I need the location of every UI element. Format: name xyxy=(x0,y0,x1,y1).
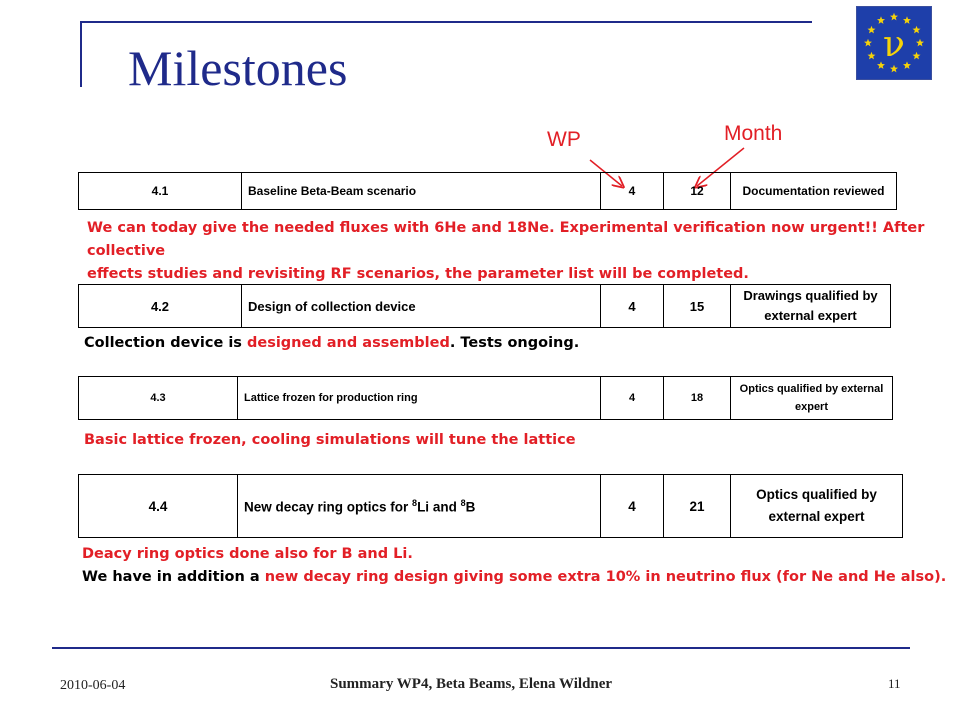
milestone-id: 4.4 xyxy=(79,475,238,538)
milestone-comment-4-3 xyxy=(84,429,944,452)
milestone-description: Design of collection device xyxy=(242,285,601,328)
milestone-month: 21 xyxy=(664,475,731,538)
month-annotation: Month xyxy=(724,122,783,145)
isotope-mass: 8 xyxy=(460,497,466,508)
milestone-table-4-1 xyxy=(78,172,897,210)
milestone-deliverable: Optics qualified by external expert xyxy=(731,377,893,420)
comment-line xyxy=(84,332,944,355)
table-row xyxy=(79,285,891,328)
milestone-description xyxy=(238,475,601,538)
milestone-description: Baseline Beta-Beam scenario xyxy=(242,173,601,210)
comment-text: . Tests ongoing. xyxy=(449,335,580,351)
comment-line xyxy=(82,566,952,589)
milestone-table-4-2 xyxy=(78,284,891,328)
description-text: New decay ring optics for xyxy=(244,499,413,515)
comment-text-highlight: designed and assembled xyxy=(246,335,450,351)
milestone-deliverable: Documentation reviewed xyxy=(731,173,897,210)
comment-text: We can today give the needed fluxes with 6He and 18Ne. Experimental verification now urgent!! After collective xyxy=(87,220,925,259)
comment-text: We have in addition a xyxy=(82,569,265,585)
milestone-description: Lattice frozen for production ring xyxy=(238,377,601,420)
comment-text: Collection device is xyxy=(84,335,247,351)
comment-text: effects studies and revisiting RF scenarios, the parameter list will be completed. xyxy=(87,266,749,282)
comment-text: Deacy ring optics done also for B and Li. xyxy=(82,546,413,562)
nu-symbol: ν xyxy=(883,24,905,65)
milestone-deliverable: Optics qualified by external expert xyxy=(731,475,903,538)
milestone-month: 18 xyxy=(664,377,731,420)
comment-text: Basic lattice frozen, cooling simulations will tune the lattice xyxy=(84,432,576,448)
milestone-wp: 4 xyxy=(601,173,664,210)
footer-title: Summary WP4, Beta Beams, Elena Wildner xyxy=(330,676,613,692)
milestone-deliverable: Drawings qualified by external expert xyxy=(731,285,891,328)
wp-annotation: WP xyxy=(547,128,581,151)
page-number: 11 xyxy=(888,676,901,691)
milestone-wp: 4 xyxy=(601,475,664,538)
comment-line xyxy=(87,263,957,286)
page-title: Milestones xyxy=(128,40,348,96)
milestone-table-4-4 xyxy=(78,474,903,538)
milestone-month: 12 xyxy=(664,173,731,210)
milestone-wp: 4 xyxy=(601,285,664,328)
comment-text-highlight: new decay ring design giving some extra 10% in neutrino flux (for Ne and He also). xyxy=(264,569,947,585)
isotope-symbol: Li xyxy=(417,499,430,515)
footer-rule xyxy=(52,647,910,649)
isotope-mass: 8 xyxy=(412,497,418,508)
milestone-wp: 4 xyxy=(601,377,664,420)
milestone-comment-4-2 xyxy=(84,332,944,355)
milestone-id: 4.3 xyxy=(79,377,238,420)
milestone-comment-4-1 xyxy=(87,217,957,286)
table-row xyxy=(79,173,897,210)
milestone-month: 15 xyxy=(664,285,731,328)
milestone-table-4-3 xyxy=(78,376,893,420)
table-row xyxy=(79,475,903,538)
isotope-symbol: B xyxy=(465,499,476,515)
comment-line xyxy=(84,429,944,452)
milestone-comment-4-4 xyxy=(82,543,952,589)
milestone-id: 4.2 xyxy=(79,285,242,328)
footer-date: 2010-06-04 xyxy=(60,678,126,693)
table-row xyxy=(79,377,893,420)
milestone-id: 4.1 xyxy=(79,173,242,210)
comment-line xyxy=(87,217,957,263)
description-text: and xyxy=(429,499,461,515)
comment-line xyxy=(82,543,952,566)
